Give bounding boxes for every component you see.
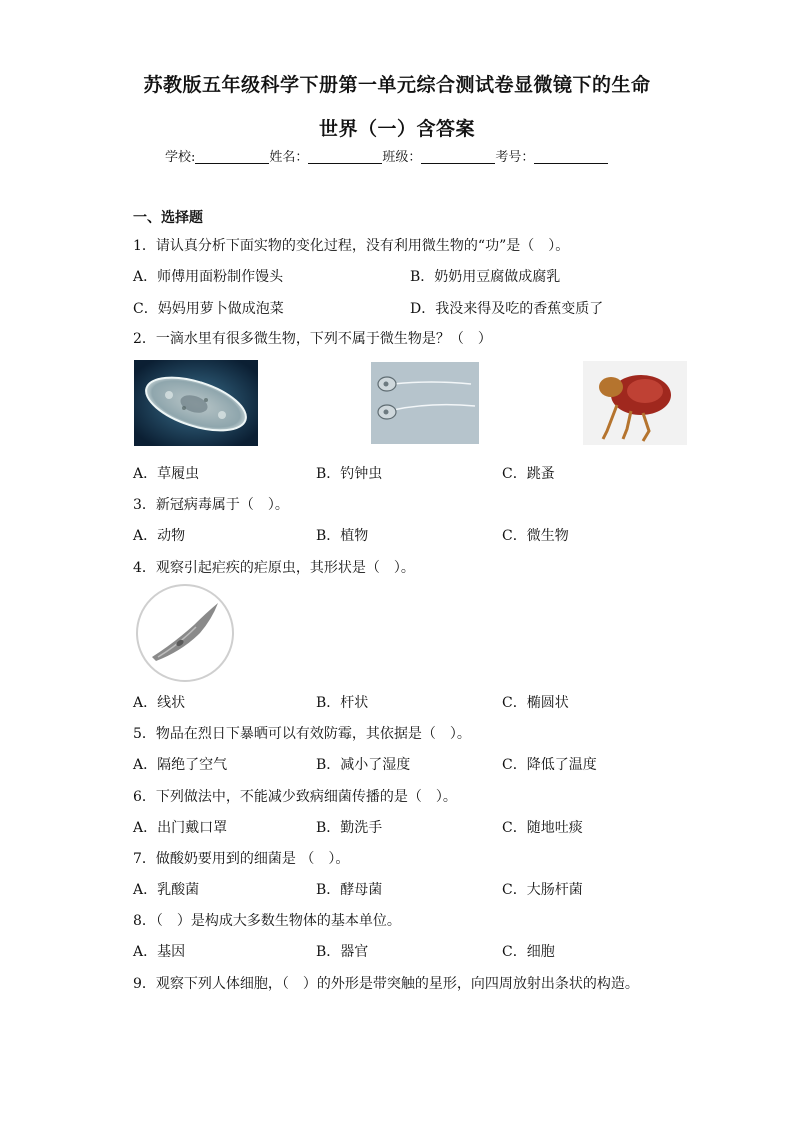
paramecium-image (134, 360, 258, 446)
q8-option-b[interactable]: B．器官 (316, 944, 369, 960)
q2-option-a[interactable]: A．草履虫 (133, 466, 200, 482)
question-8-stem: 8．（ ）是构成大多数生物体的基本单位。 (133, 913, 401, 929)
q5-option-a[interactable]: A．隔绝了空气 (133, 757, 228, 773)
question-6-stem: 6．下列做法中，不能减少致病细菌传播的是（ ）。 (133, 789, 457, 805)
question-2-stem: 2．一滴水里有很多微生物，下列不属于微生物是？（ ） (133, 331, 492, 347)
class-blank[interactable] (421, 149, 495, 164)
q7-option-b[interactable]: B．酵母菌 (316, 882, 383, 898)
q2-option-c[interactable]: C．跳蚤 (502, 466, 555, 482)
q1-option-d[interactable]: D．我没来得及吃的香蕉变质了 (410, 301, 604, 317)
school-blank[interactable] (195, 149, 269, 164)
flea-image (583, 361, 687, 445)
q6-option-a[interactable]: A．出门戴口罩 (133, 820, 228, 836)
student-info-row (165, 146, 608, 165)
q1-option-b[interactable]: B．奶奶用豆腐做成腐乳 (410, 269, 561, 285)
q3-option-c[interactable]: C．微生物 (502, 528, 569, 544)
page-title-line2: 世界（一）含答案 (318, 118, 475, 140)
section-title: 一、选择题 (133, 210, 203, 226)
q7-option-c[interactable]: C．大肠杆菌 (502, 882, 583, 898)
q3-option-b[interactable]: B．植物 (316, 528, 369, 544)
q6-option-c[interactable]: C．随地吐痰 (502, 820, 583, 836)
q1-option-a[interactable]: A．师傅用面粉制作馒头 (133, 269, 284, 285)
question-7-stem: 7．做酸奶要用到的细菌是 （ ）。 (133, 851, 350, 867)
q3-option-a[interactable]: A．动物 (133, 528, 186, 544)
vorticella-image (371, 362, 479, 444)
q2-option-b[interactable]: B．钓钟虫 (316, 466, 383, 482)
q7-option-a[interactable]: A．乳酸菌 (133, 882, 200, 898)
question-4-stem: 4．观察引起疟疾的疟原虫，其形状是（ ）。 (133, 560, 415, 576)
name-label: 姓名： (269, 150, 309, 165)
q6-option-b[interactable]: B．勤洗手 (316, 820, 383, 836)
q1-option-c[interactable]: C．妈妈用萝卜做成泡菜 (133, 301, 284, 317)
question-3-stem: 3．新冠病毒属于（ ）。 (133, 497, 289, 513)
question-9-stem: 9．观察下列人体细胞，（ ）的外形是带突触的星形，向四周放射出条状的构造。 (133, 976, 639, 992)
class-label: 班级： (382, 150, 422, 165)
school-label: 学校: (165, 150, 196, 165)
q8-option-a[interactable]: A．基因 (133, 944, 186, 960)
exam-no-label: 考号： (495, 150, 535, 165)
q4-option-c[interactable]: C．椭圆状 (502, 695, 569, 711)
q5-option-c[interactable]: C．降低了温度 (502, 757, 597, 773)
q5-option-b[interactable]: B．减小了湿度 (316, 757, 411, 773)
q8-option-c[interactable]: C．细胞 (502, 944, 555, 960)
question-5-stem: 5．物品在烈日下暴晒可以有效防霉，其依据是（ ）。 (133, 726, 471, 742)
name-blank[interactable] (308, 149, 382, 164)
exam-no-blank[interactable] (534, 149, 608, 164)
q4-option-b[interactable]: B．杆状 (316, 695, 369, 711)
q4-option-a[interactable]: A．线状 (133, 695, 186, 711)
page-title-line1: 苏教版五年级科学下册第一单元综合测试卷显微镜下的生命 (143, 74, 651, 96)
plasmodium-image (134, 583, 238, 683)
question-1-stem: 1．请认真分析下面实物的变化过程，没有利用微生物的“功”是（ ）。 (133, 238, 570, 254)
